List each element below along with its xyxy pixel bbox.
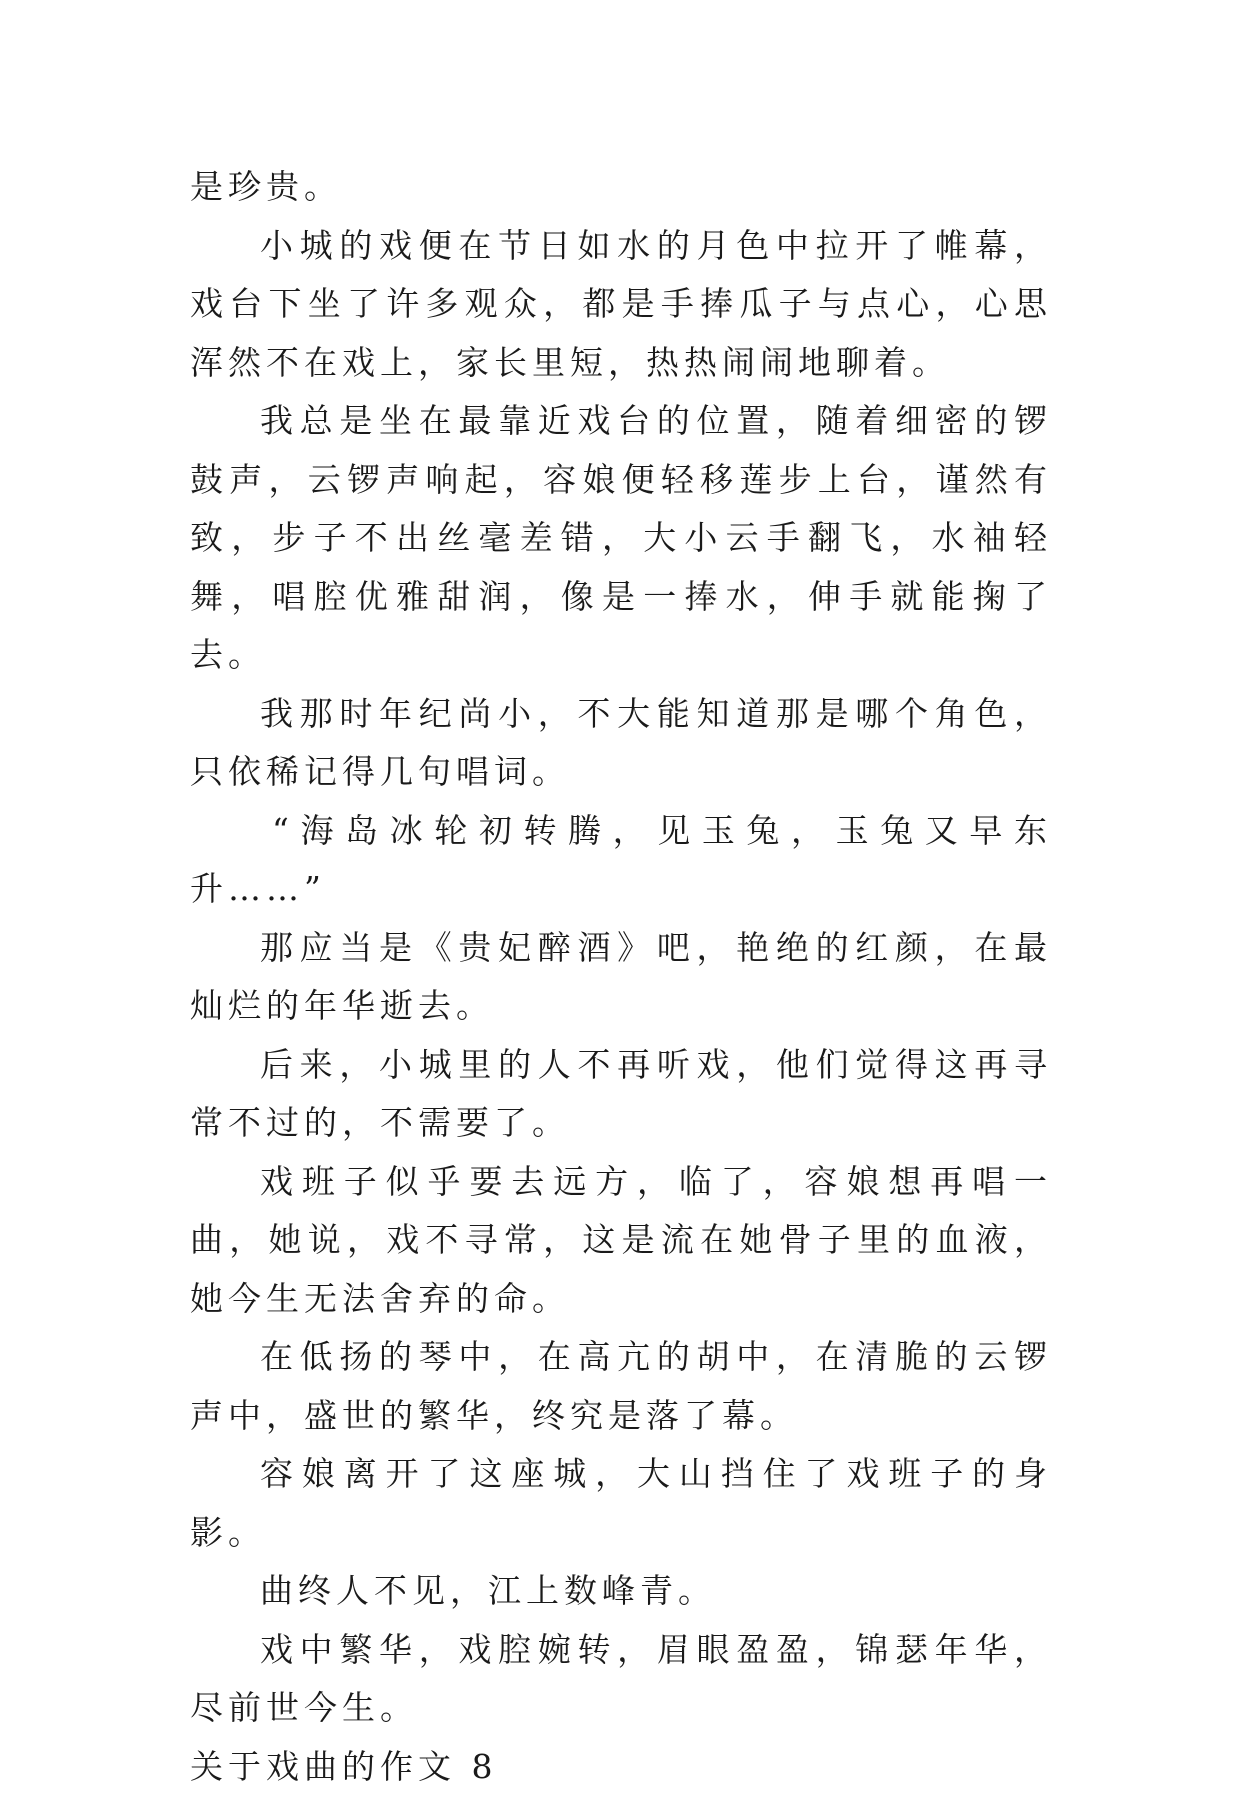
paragraph: 我总是坐在最靠近戏台的位置，随着细密的锣鼓声，云锣声响起，容娘便轻移莲步上台，谨然有致，步子不出丝毫差错，大小云手翻飞，水袖轻舞，唱腔优雅甜润，像是一捧水，伸手就能掬了去。 [190, 392, 1052, 685]
paragraph: 戏中繁华，戏腔婉转，眉眼盈盈，锦瑟年华，尽前世今生。 [190, 1621, 1052, 1738]
paragraph: 我那时年纪尚小，不大能知道那是哪个角色，只依稀记得几句唱词。 [190, 685, 1052, 802]
paragraph: 后来，小城里的人不再听戏，他们觉得这再寻常不过的，不需要了。 [190, 1036, 1052, 1153]
paragraph: 在低扬的琴中，在高亢的胡中，在清脆的云锣声中，盛世的繁华，终究是落了幕。 [190, 1328, 1052, 1445]
article-body [190, 158, 1052, 1796]
paragraph: 戏班子似乎要去远方，临了，容娘想再唱一曲，她说，戏不寻常，这是流在她骨子里的血液，她今生无法舍弃的命。 [190, 1153, 1052, 1329]
paragraph-continuation: 是珍贵。 [190, 158, 1052, 217]
section-heading: 关于戏曲的作文 8 [190, 1738, 1052, 1796]
paragraph: 小城的戏便在节日如水的月色中拉开了帷幕，戏台下坐了许多观众，都是手捧瓜子与点心，心思浑然不在戏上，家长里短，热热闹闹地聊着。 [190, 217, 1052, 393]
quoted-lyric: “海岛冰轮初转腾，见玉兔，玉兔又早东升……” [190, 802, 1052, 919]
paragraph: 容娘离开了这座城，大山挡住了戏班子的身影。 [190, 1445, 1052, 1562]
paragraph: 曲终人不见，江上数峰青。 [190, 1562, 1052, 1621]
paragraph: 那应当是《贵妃醉酒》吧，艳绝的红颜，在最灿烂的年华逝去。 [190, 919, 1052, 1036]
